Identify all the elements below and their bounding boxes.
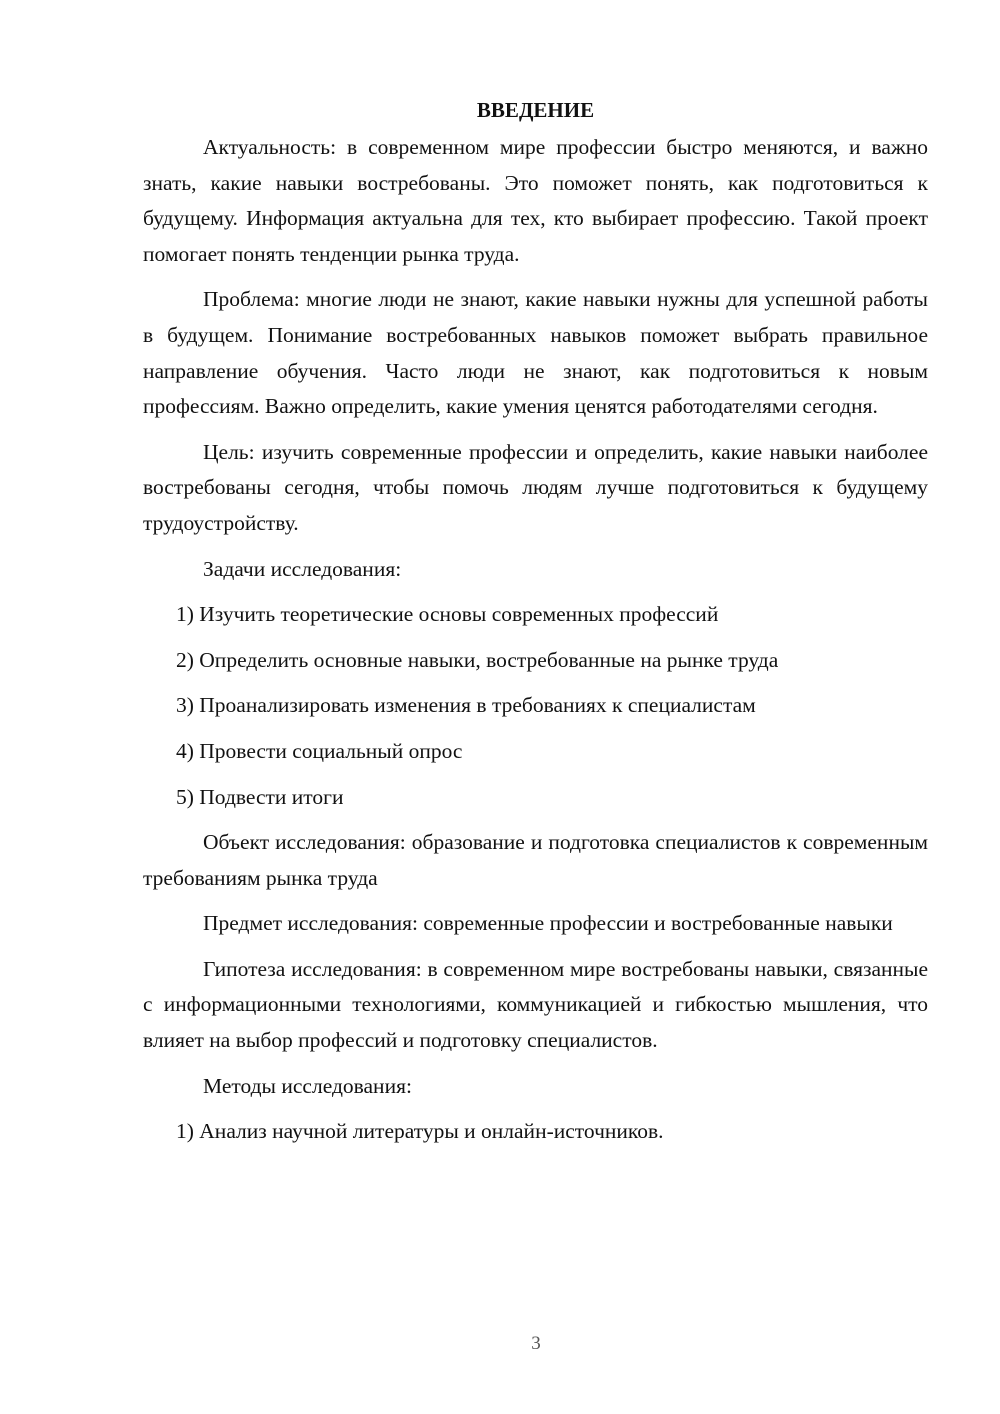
task-item: 3) Проанализировать изменения в требованиях к специалистам <box>176 693 756 718</box>
method-item: 1) Анализ научной литературы и онлайн-источников. <box>176 1119 664 1144</box>
relevance-paragraph: Актуальность: в современном мире профессии быстро меняются, и важно знать, какие навыки востребованы. Это поможет понять, как подготовиться к будущему. Информация актуальна для тех, кто выбирает профессию. Такой проект помогает понять тенденции рынка труда. <box>143 135 928 266</box>
tasks-heading: Задачи исследования: <box>203 556 402 581</box>
subject-paragraph: Предмет исследования: современные профессии и востребованные навыки <box>203 911 893 936</box>
task-item: 4) Провести социальный опрос <box>176 738 463 763</box>
task-item: 2) Определить основные навыки, востребованные на рынке труда <box>176 647 779 672</box>
page-number: 3 <box>531 1333 541 1354</box>
problem-paragraph: Проблема: многие люди не знают, какие навыки нужны для успешной работы в будущем. Понимание востребованных навыков поможет выбрать правильное направление обучения. Часто люди не знают, как подготовиться к новым профессиям. Важно определить, какие умения ценятся работодателями сегодня. <box>143 287 928 419</box>
task-item: 5) Подвести итоги <box>176 784 344 809</box>
methods-heading: Методы исследования: <box>203 1073 412 1098</box>
document-body <box>143 94 928 1160</box>
object-paragraph: Объект исследования: образование и подготовка специалистов к современным требованиям рынка труда <box>143 830 928 890</box>
goal-paragraph: Цель: изучить современные профессии и определить, какие навыки наиболее востребованы сегодня, чтобы помочь людям лучше подготовиться к будущему трудоустройству. <box>143 439 928 535</box>
hypothesis-paragraph: Гипотеза исследования: в современном мире востребованы навыки, связанные с информационными технологиями, коммуникацией и гибкостью мышления, что влияет на выбор профессий и подготовку специалистов. <box>143 956 928 1053</box>
section-title: ВВЕДЕНИЕ <box>476 98 595 122</box>
task-item: 1) Изучить теоретические основы современных профессий <box>176 602 719 627</box>
